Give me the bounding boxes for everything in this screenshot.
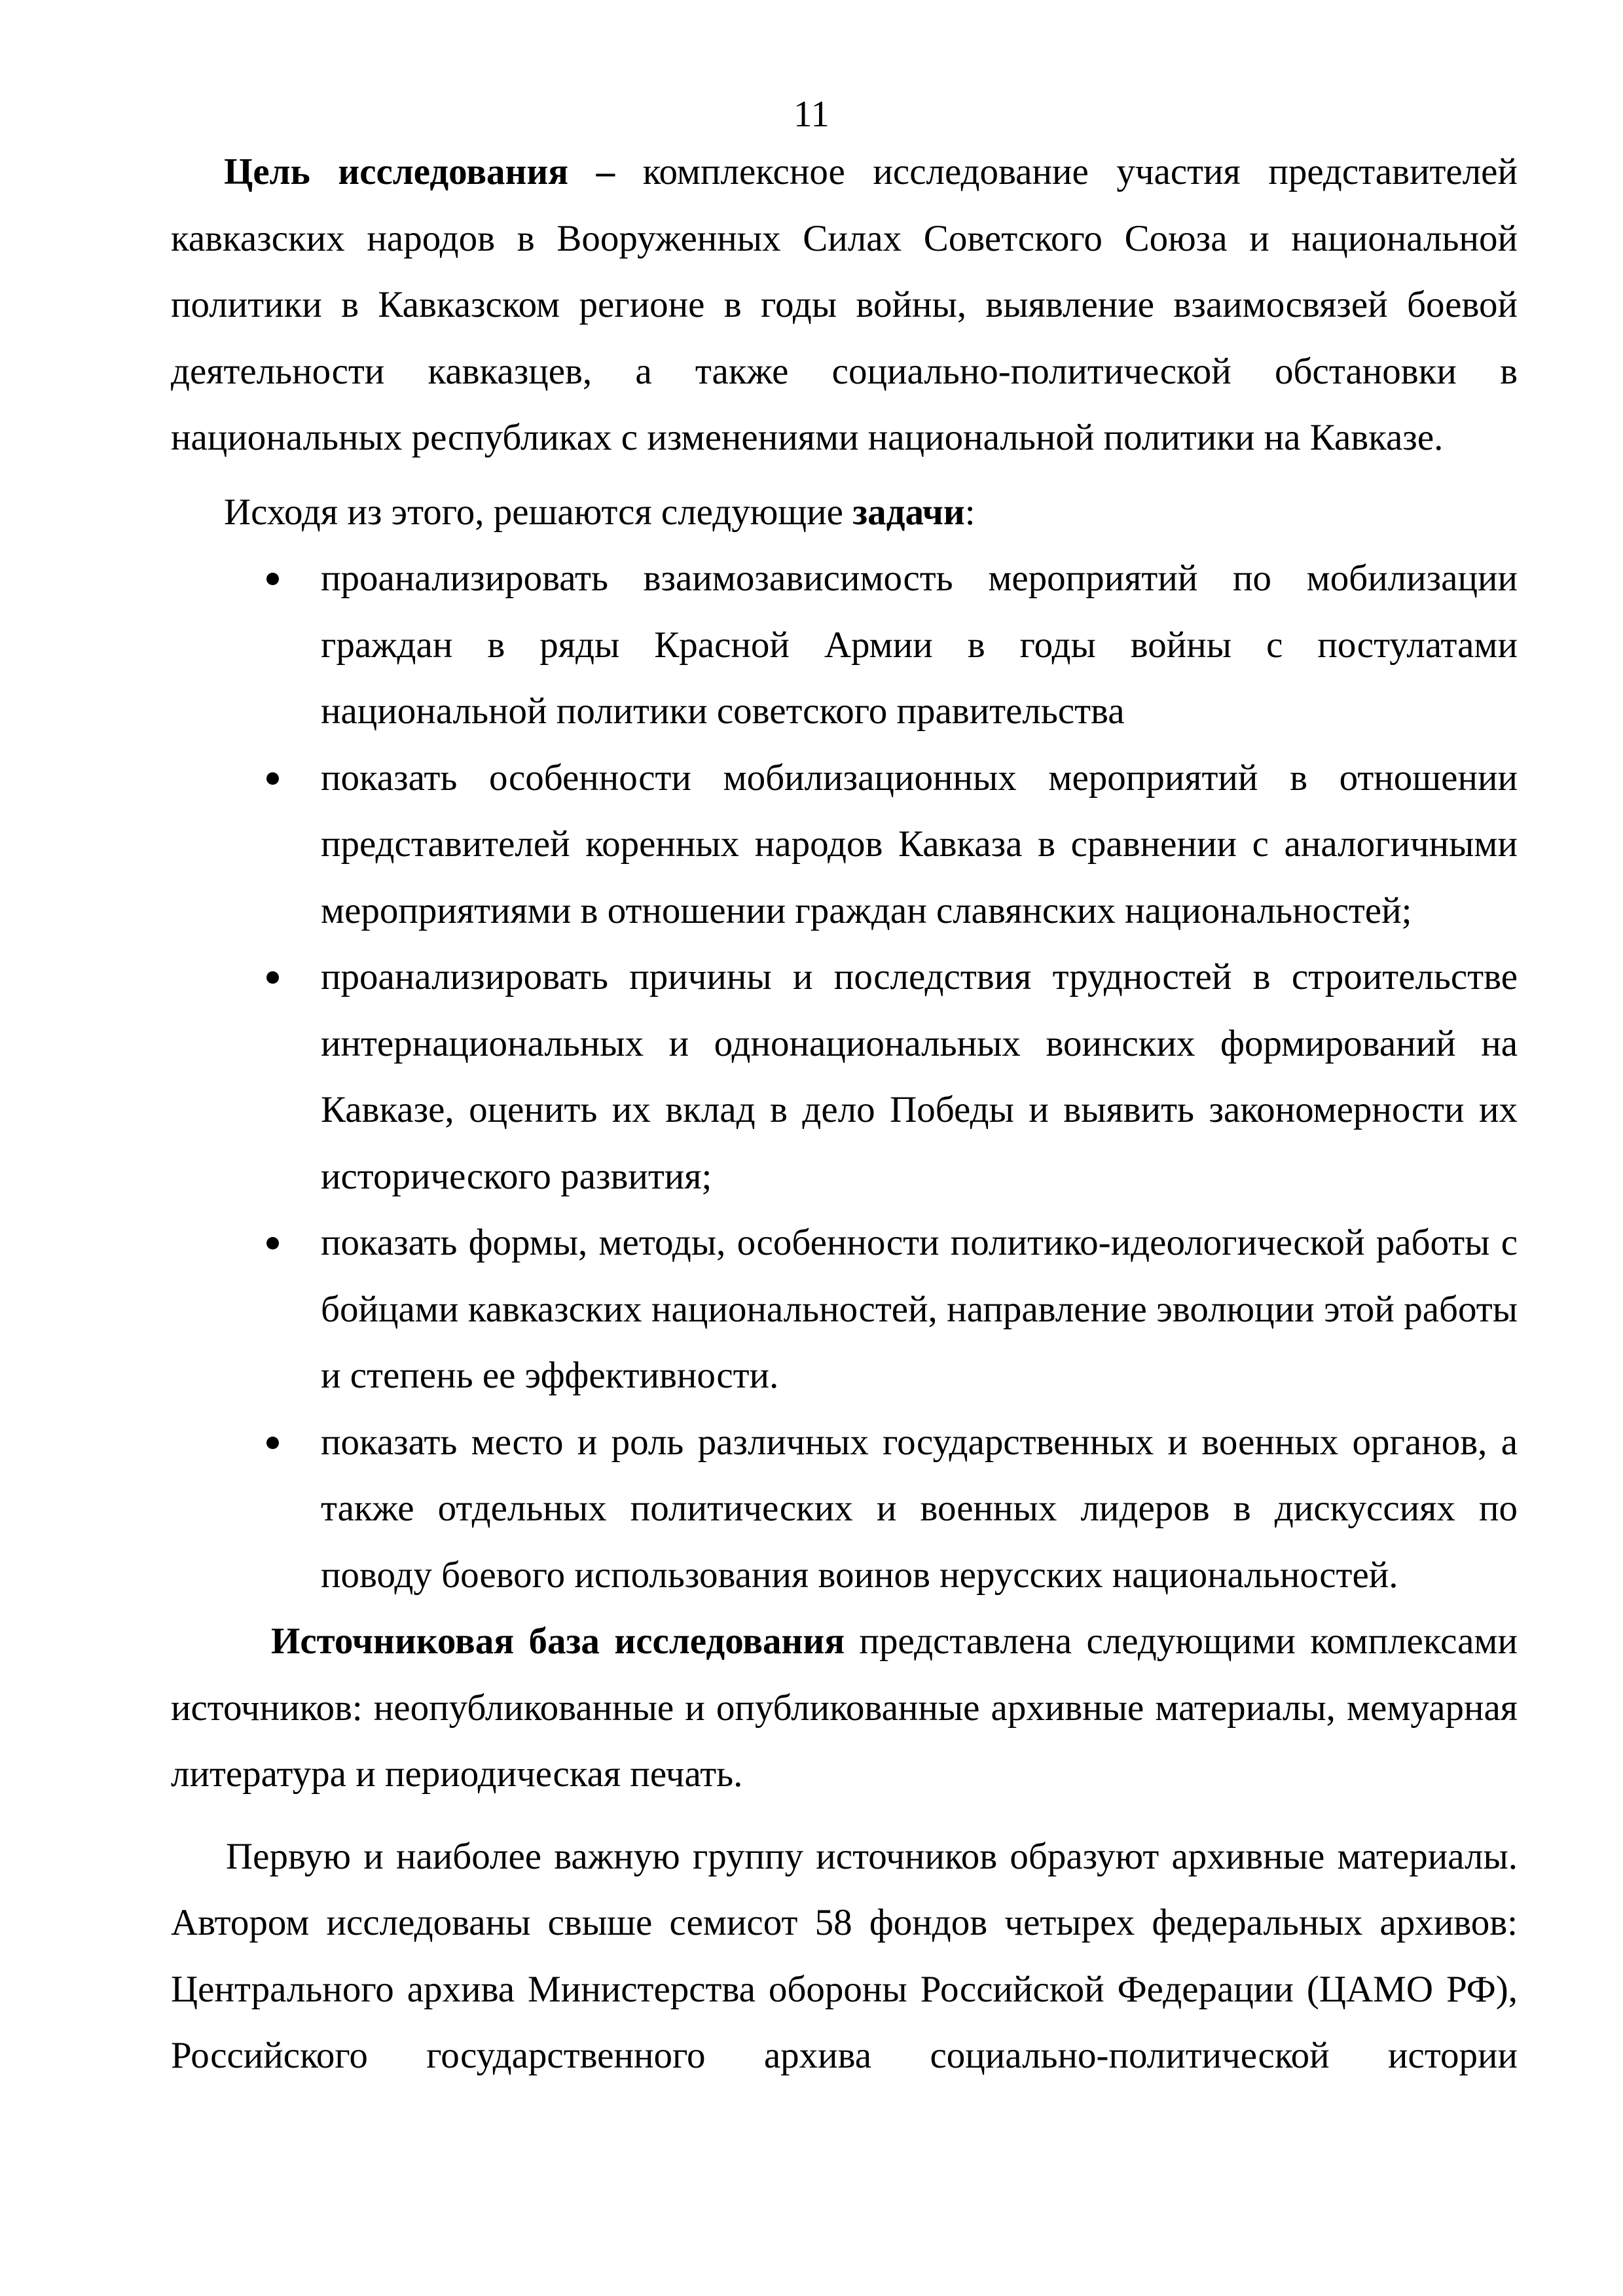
page-body: [171, 139, 1518, 2089]
task-text: проанализировать причины и последствия трудностей в строительстве интернациональных и однонациональных воинских формирований на Кавказе, оценить их вклад в дело Победы и выявить закономерности их исторического развития;: [321, 956, 1518, 1197]
page-number: 11: [793, 94, 830, 135]
task-item: [171, 1210, 1518, 1409]
source-base-paragraph: [171, 1608, 1518, 1808]
tasks-intro-text: Исходя из этого, решаются следующие: [224, 491, 853, 533]
archives-paragraph: Первую и наиболее важную группу источников образуют архивные материалы. Автором исследованы свыше семисот 58 фондов четырех федеральных архивов: Центрального архива Министерства обороны Российской Федерации (ЦАМО РФ), Российского государственного архива социально-политической истории: [171, 1835, 1518, 2076]
source-base-term: Источниковая база исследования: [271, 1621, 845, 1662]
task-item: [171, 1409, 1518, 1609]
source-base-text: представлена следующими комплексами источников: неопубликованные и опубликованные архивные материалы, мемуарная литература и периодическая печать.: [171, 1621, 1518, 1795]
task-text: показать место и роль различных государственных и военных органов, а также отдельных политических и военных лидеров в дискуссиях по поводу боевого использования воинов нерусских национальностей.: [321, 1421, 1518, 1596]
task-text: показать формы, методы, особенности политико-идеологической работы с бойцами кавказских национальностей, направление эволюции этой работы и степень ее эффективности.: [321, 1222, 1518, 1396]
task-item: [171, 745, 1518, 944]
research-goal-text: комплексное исследование участия представителей кавказских народов в Вооруженных Силах Советского Союза и национальной политики в Кавказском регионе в годы войны, выявление взаимосвязей боевой деятельности кавказцев, а также социально-политической обстановки в национальных республиках с изменениями национальной политики на Кавказе.: [171, 151, 1518, 458]
task-list: [171, 545, 1518, 1608]
task-item: [171, 944, 1518, 1210]
research-goal-term: Цель исследования –: [224, 151, 615, 192]
task-text: показать особенности мобилизационных мероприятий в отношении представителей коренных народов Кавказа в сравнении с аналогичными мероприятиями в отношении граждан славянских национальностей;: [321, 757, 1518, 931]
tasks-intro-paragraph: [171, 479, 1518, 546]
task-text: проанализировать взаимозависимость мероприятий по мобилизации граждан в ряды Красной Армии в годы войны с постулатами национальной политики советского правительства: [321, 558, 1518, 732]
task-item: [171, 545, 1518, 745]
tasks-term: задачи: [852, 491, 965, 533]
tasks-intro-colon: :: [964, 491, 976, 533]
research-goal-paragraph: [171, 139, 1518, 471]
